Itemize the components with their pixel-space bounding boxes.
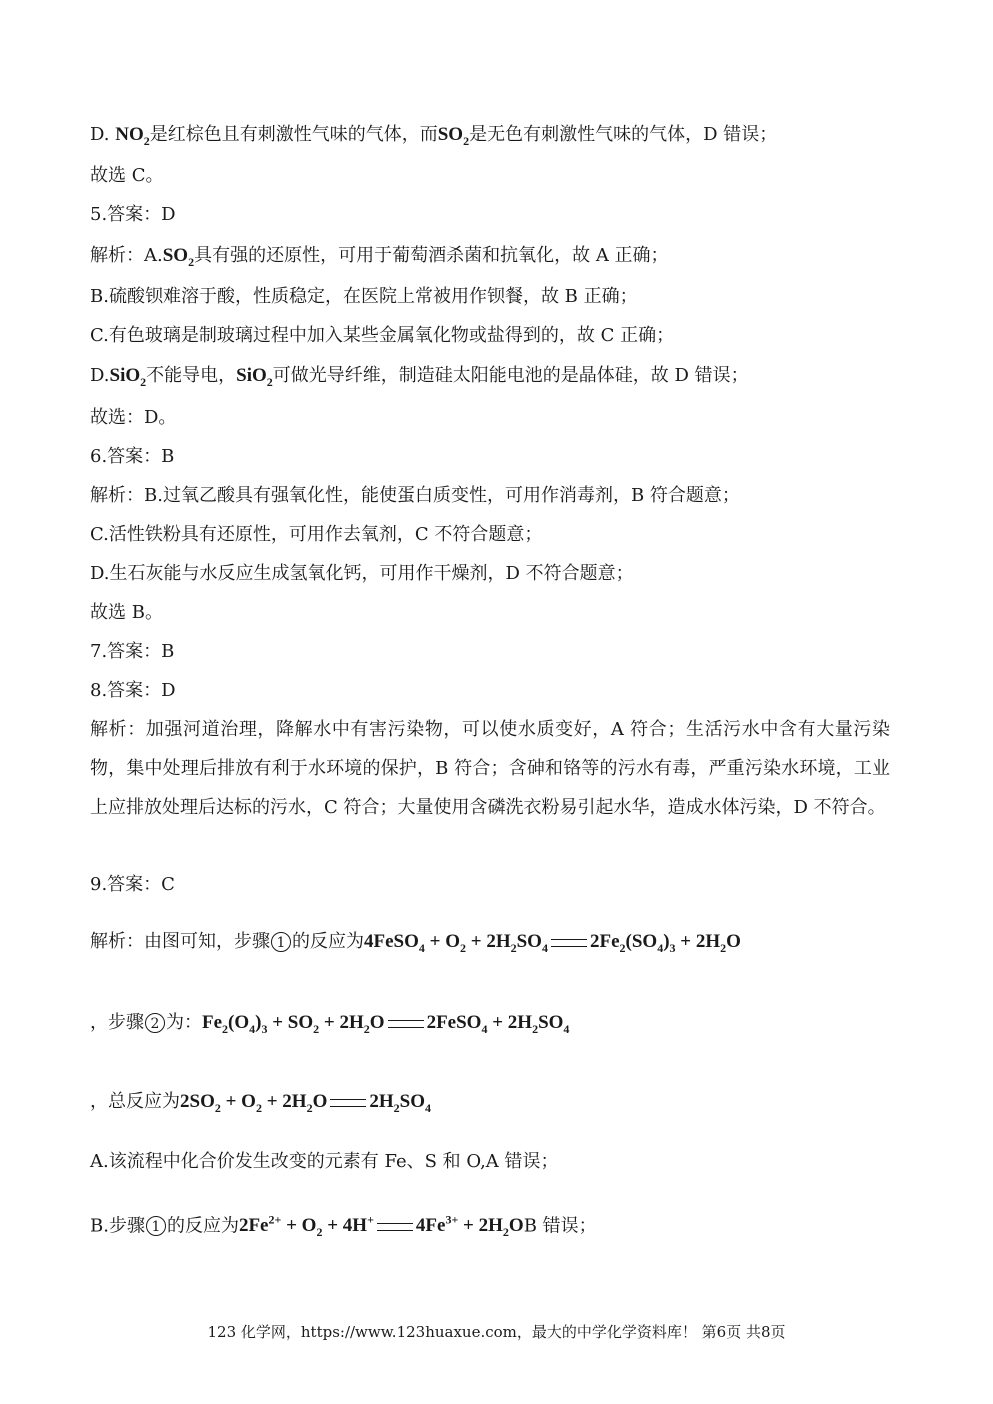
line-analysis-9-step2: ，步骤 2 为：$Fe_2(O_4)_3 + SO_2 + 2H_2O$ 2FeSO$_4$ + $2H_2SO_4$ bbox=[90, 1012, 570, 1036]
line-analysis-6c: C.活性铁粉具有还原性，可用作去氧剂，C 不符合题意； bbox=[90, 524, 543, 545]
line-analysis-9-total: ，总反应为$2SO_2 + O_2 + 2H_2O$ $2H_2SO_4$ bbox=[90, 1091, 431, 1115]
equals-sign bbox=[551, 939, 587, 947]
equals-sign bbox=[388, 1020, 424, 1028]
line-analysis-9a: A.该流程中化合价发生改变的元素有 Fe、S 和 O,A 错误； bbox=[90, 1151, 559, 1172]
equation-step1: 4FeSO$_4$ + $O_2 + 2H_2SO_4$ $2Fe_2(SO_4)_3 + 2H_2O$ bbox=[364, 931, 741, 955]
equals-sign bbox=[330, 1099, 366, 1107]
step-number-circle: 2 bbox=[145, 1013, 165, 1033]
answer-7: 7.答案：B bbox=[90, 641, 175, 662]
equals-sign bbox=[377, 1223, 413, 1231]
equation-step2: $Fe_2(O_4)_3 + SO_2 + 2H_2O$ 2FeSO$_4$ + $2H_2SO_4$ bbox=[202, 1012, 570, 1036]
line-analysis-5d: D.SiO$_2$不能导电，SiO$_2$可做光导纤维，制造硅太阳能电池的是晶体硅，故 D 错误； bbox=[90, 365, 749, 389]
analysis-8-paragraph: 解析：加强河道治理，降解水中有害污染物，可以使水质变好，A 符合；生活污水中含有大量污染物，集中处理后排放有利于水环境的保护，B 符合；含砷和铬等的污水有毒，严重污染水环境，工业上应排放处理后达标的污水，C 符合；大量使用含磷洗衣粉易引起水华，造成水体污染，D 不符合。 bbox=[90, 719, 890, 818]
line-conclusion-b: 故选 B。 bbox=[90, 602, 163, 623]
formula-no2: $NO_2$ bbox=[115, 124, 150, 148]
answer-9: 9.答案：C bbox=[90, 874, 175, 895]
formula-so2: $SO_2$ bbox=[437, 124, 470, 148]
line-analysis-5b: B.硫酸钡难溶于酸，性质稳定，在医院上常被用作钡餐，故 B 正确； bbox=[90, 286, 638, 307]
line-analysis-9b: B.步骤 1 的反应为$2Fe^{2+} + O_2 + 4H^+$ $4Fe^{3+} + 2H_2OB$ 错误； bbox=[90, 1213, 597, 1240]
line-analysis-5c: C.有色玻璃是制玻璃过程中加入某些金属氧化物或盐得到的，故 C 正确； bbox=[90, 325, 675, 346]
step-number-circle: 1 bbox=[271, 932, 291, 952]
line-conclusion-c: 故选 C。 bbox=[90, 165, 164, 186]
equation-ionic: $2Fe^{2+} + O_2 + 4H^+$ $4Fe^{3+} + 2H_2O$ bbox=[238, 1213, 524, 1240]
line-analysis-6d: D.生石灰能与水反应生成氢氧化钙，可用作干燥剂，D 不符合题意； bbox=[90, 563, 634, 584]
answer-6: 6.答案：B bbox=[90, 446, 175, 467]
formula-sio2: SiO$_2$ bbox=[236, 365, 273, 389]
page-footer: 123 化学网，https://www.123huaxue.com，最大的中学化学资料库！ 第6页 共8页 bbox=[207, 1323, 786, 1341]
line-analysis-6b: 解析：B.过氧乙酸具有强氧化性，能使蛋白质变性，可用作消毒剂，B 符合题意； bbox=[90, 485, 740, 506]
line-option-d-no2: D. $NO_2$是红棕色且有刺激性气味的气体，而$SO_2$是无色有刺激性气味的气体，D 错误； bbox=[90, 124, 778, 148]
answer-8: 8.答案：D bbox=[90, 680, 176, 701]
line-conclusion-d: 故选：D。 bbox=[90, 407, 177, 428]
formula-so2: $SO_2$ bbox=[162, 245, 195, 269]
equation-total: $2SO_2 + O_2 + 2H_2O$ $2H_2SO_4$ bbox=[180, 1091, 431, 1115]
step-number-circle: 1 bbox=[146, 1216, 166, 1236]
line-analysis-9-step1: 解析：由图可知，步骤 1 的反应为4FeSO$_4$ + $O_2 + 2H_2SO_4$ $2Fe_2(SO_4)_3 + 2H_2O$ bbox=[90, 931, 741, 955]
formula-sio2: SiO$_2$ bbox=[109, 365, 147, 389]
line-analysis-5a: 解析：$A.SO_2$具有强的还原性，可用于葡萄酒杀菌和抗氧化，故 A 正确； bbox=[90, 245, 669, 269]
answer-5: 5.答案：D bbox=[90, 204, 176, 225]
